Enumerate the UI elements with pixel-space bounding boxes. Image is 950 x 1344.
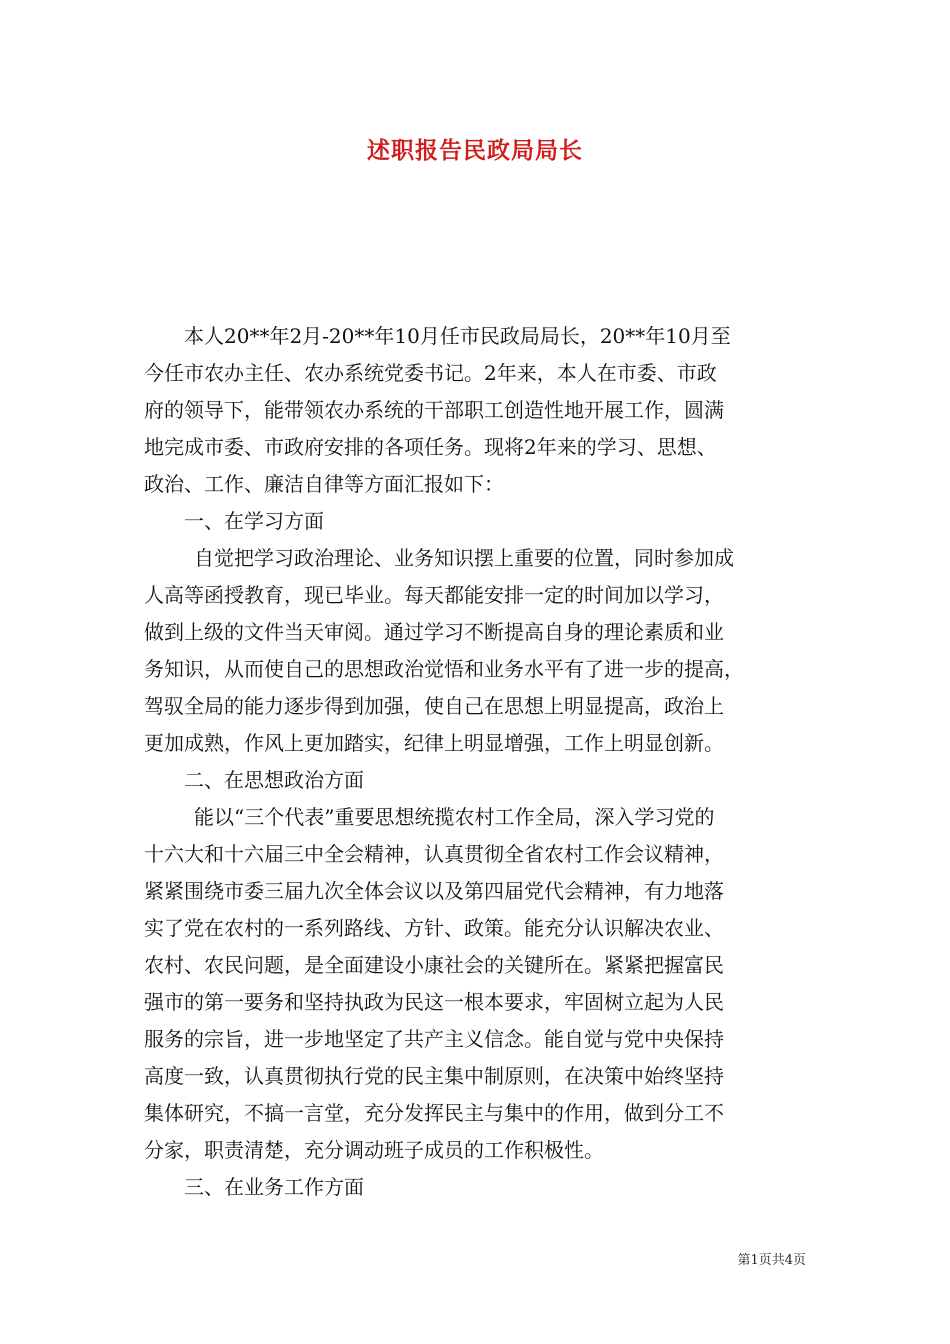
body-line: 紧紧围绕市委三届九次全体会议以及第四届党代会精神，有力地落 — [144, 879, 724, 903]
document-title: 述职报告民政局局长 — [367, 137, 583, 164]
body-line: 高度一致，认真贯彻执行党的民主集中制原则，在决策中始终坚持 — [144, 1064, 724, 1088]
body-line: 分家，职责清楚，充分调动班子成员的工作积极性。 — [144, 1138, 604, 1162]
page-indicator: 第1页共4页 — [737, 1253, 806, 1268]
body-line: 实了党在农村的一系列路线、方针、政策。能充分认识解决农业、 — [144, 916, 724, 940]
body-line: 本人20**年2月-20**年10月任市民政局局长，20**年10月至 — [184, 324, 731, 348]
body-line: 二、在思想政治方面 — [184, 768, 364, 792]
body-line: 人高等函授教育，现已毕业。每天都能安排一定的时间加以学习， — [144, 583, 724, 607]
body-line: 驾驭全局的能力逐步得到加强，使自己在思想上明显提高，政治上 — [144, 694, 724, 718]
body-line: 农村、农民问题，是全面建设小康社会的关键所在。紧紧把握富民 — [144, 953, 724, 977]
body-line: 更加成熟，作风上更加踏实，纪律上明显增强，工作上明显创新。 — [144, 731, 724, 755]
body-line: 今任市农办主任、农办系统党委书记。2年来，本人在市委、市政 — [144, 361, 717, 385]
body-line: 一、在学习方面 — [184, 509, 324, 533]
body-line: 集体研究，不搞一言堂，充分发挥民主与集中的作用，做到分工不 — [144, 1101, 724, 1125]
body-line: 十六大和十六届三中全会精神，认真贯彻全省农村工作会议精神， — [144, 842, 724, 866]
body-line: 强市的第一要务和坚持执政为民这一根本要求，牢固树立起为人民 — [144, 990, 724, 1014]
body-line: 三、在业务工作方面 — [184, 1175, 364, 1199]
body-line: 政治、工作、廉洁自律等方面汇报如下： — [144, 472, 504, 496]
body-line: 自觉把学习政治理论、业务知识摆上重要的位置，同时参加成 — [194, 546, 734, 570]
body-line: 务知识，从而使自己的思想政治觉悟和业务水平有了进一步的提高， — [144, 657, 744, 681]
document-body — [144, 318, 814, 1206]
body-line: 府的领导下，能带领农办系统的干部职工创造性地开展工作，圆满 — [144, 398, 724, 422]
body-line: 地完成市委、市政府安排的各项任务。现将2年来的学习、思想、 — [144, 435, 717, 459]
body-line: 服务的宗旨，进一步地坚定了共产主义信念。能自觉与党中央保持 — [144, 1027, 724, 1051]
body-line: 做到上级的文件当天审阅。通过学习不断提高自身的理论素质和业 — [144, 620, 724, 644]
body-line: 能以“三个代表”重要思想统揽农村工作全局，深入学习党的 — [194, 805, 715, 829]
